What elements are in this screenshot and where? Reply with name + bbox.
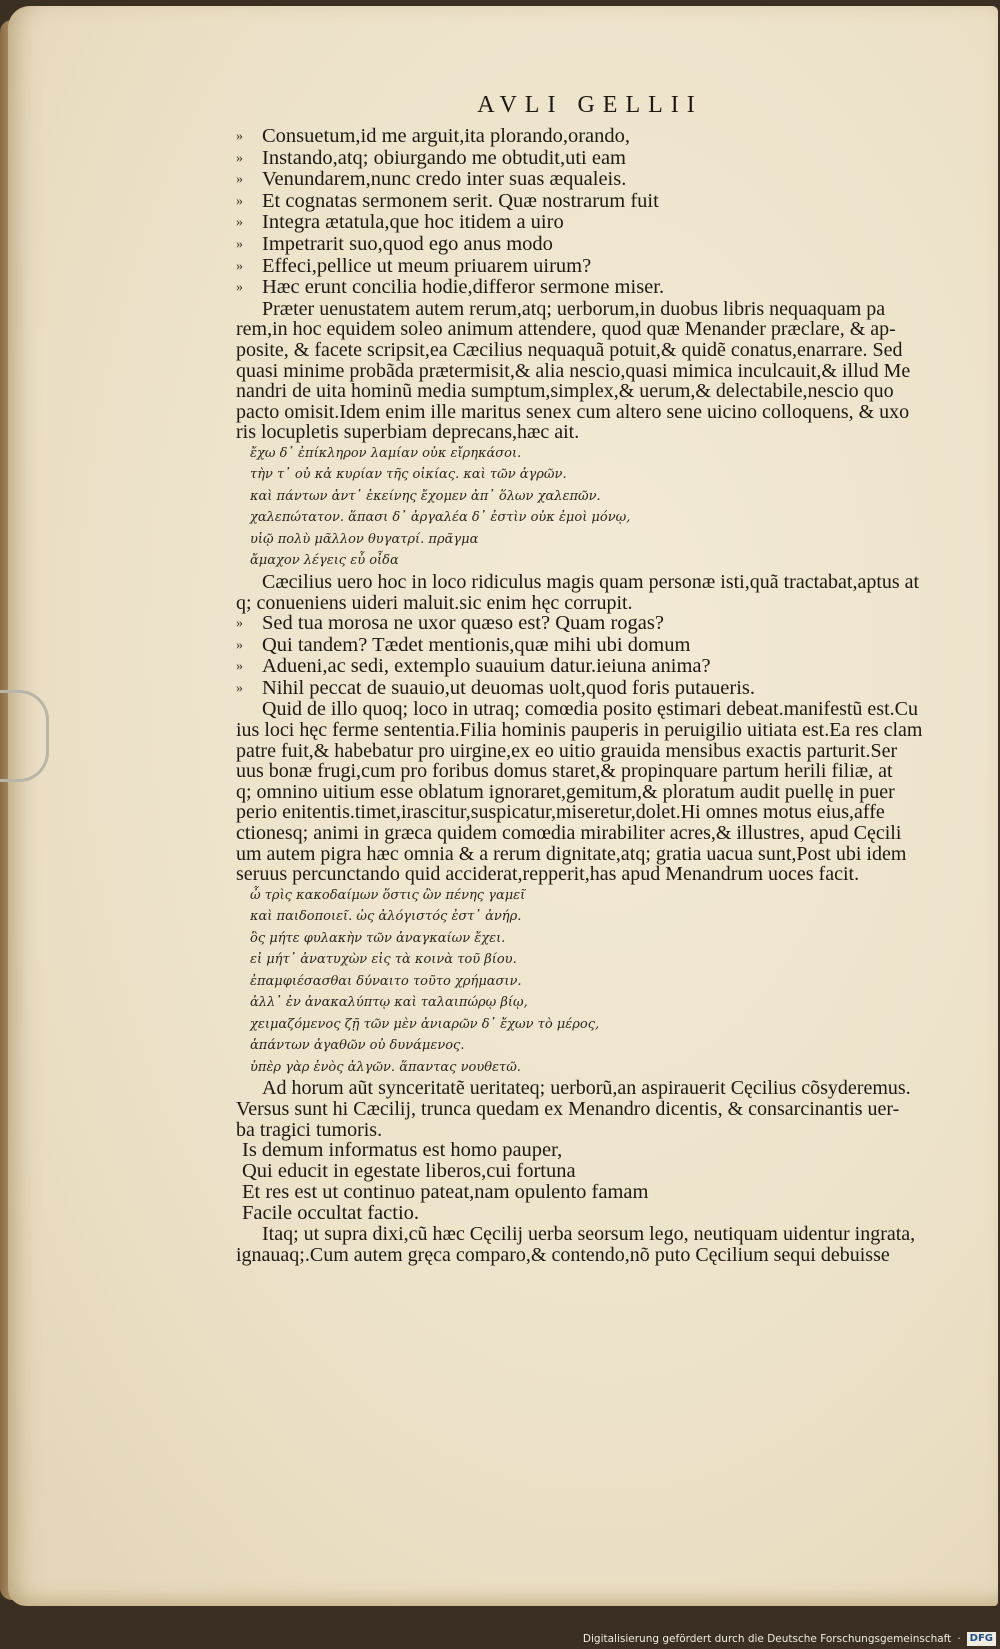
verse-line [236, 1140, 976, 1161]
verse-line [236, 678, 976, 700]
paragraph-3 [236, 699, 931, 884]
prose-line: q; conueniens uideri maluit.sic enim hęc corrupit. [236, 591, 633, 614]
dfg-logo: DFG [967, 1632, 996, 1646]
prose-line: perio enitentis.timet,irascitur,suspicatur,miseretur,dolet.Hi omnes motus eius,affe [236, 801, 885, 824]
prose-line: ris locupletis superbiam deprecans,hæc ait. [236, 421, 580, 444]
greek-block-1 [236, 443, 976, 572]
verse-line [236, 148, 976, 170]
greek-line: ὦ τρὶς κακοδαίμων ὅστις ὢν πένης γαμεῖ [250, 887, 526, 903]
greek-line: καὶ πάντων ἀντ᾽ ἐκείνης ἔχομεν ἀπ᾽ ὅλων χαλεπῶν. [250, 488, 601, 504]
verse-line-text: Qui educit in egestate liberos,cui fortuna [242, 1160, 576, 1183]
paragraph-5 [236, 1224, 931, 1265]
quote-mark: » [236, 616, 243, 632]
verse-line [236, 635, 976, 657]
quote-mark: » [236, 150, 243, 166]
verse-line [236, 191, 976, 213]
verse-line-text: Consuetum,id me arguit,ita plorando,orando, [262, 125, 630, 147]
greek-line: ὑπὲρ γὰρ ἑνὸς ἀλγῶν. ἅπαντας νουθετῶ. [250, 1059, 521, 1075]
verse-line [236, 126, 976, 148]
verse-line-text: Sed tua morosa ne uxor quæso est? Quam rogas? [262, 612, 664, 635]
page-text [236, 126, 976, 1265]
prose-line: patre fuit,& habebatur pro uirgine,ex eo uitio grauida mensibus exactis parturit.Ser [236, 739, 898, 762]
greek-line: εἰ μήτ᾽ ἀνατυχὼν εἰς τὰ κοινὰ τοῦ βίου. [250, 952, 517, 968]
prose-line: ba tragici tumoris. [236, 1118, 383, 1141]
verse-line [236, 212, 976, 234]
greek-line: καὶ παιδοποιεῖ. ὡς ἀλόγιστός ἐστ᾽ ἀνήρ. [250, 909, 522, 925]
verse-line-text: Adueni,ac sedi, extemplo suauium datur.ieiuna anima? [262, 655, 711, 678]
prose-line: nandri de uita hominũ media sumptum,simplex,& uerum,& delectabile,nescio quo [236, 380, 894, 403]
quote-mark: » [236, 193, 243, 209]
verse-line [236, 656, 976, 678]
verse-line-text: Venundarem,nunc credo inter suas æqualeis. [262, 168, 627, 191]
verse-line-text: Impetrarit suo,quod ego anus modo [262, 232, 553, 255]
greek-line: τὴν τ᾽ οὐ κἀ κυρίαν τῆς οἰκίας. καὶ τῶν ἀγρῶν. [250, 467, 567, 483]
verse-line [236, 169, 976, 191]
greek-line: ἔχω δ᾽ ἐπίκληρον λαμίαν οὐκ εἴρηκάσοι. [250, 445, 522, 461]
prose-line: Cæcilius uero hoc in loco ridiculus magis quam personæ isti,quã tractabat,aptus at [262, 570, 920, 593]
quote-mark: » [236, 129, 243, 144]
prose-line: posite, & facete scripsit,ea Cæcilius nequaquã potuit,& quidẽ conatus,enarrare. Sed [236, 338, 903, 361]
quote-mark: » [236, 172, 243, 188]
verse-line-text: Nihil peccat de suauio,ut deuomas uolt,quod foris putaueris. [262, 676, 756, 699]
prose-line: rem,in hoc equidem soleo animum attendere, quod quæ Menander præclare, & ap- [236, 318, 896, 341]
prose-line: um autem pigra hæc omnia & a rerum dignitate,atq; gratia uacua sunt,Post ubi idem [236, 842, 907, 865]
verse-line-text: Effeci,pellice ut meum priuarem uirum? [262, 254, 592, 277]
running-head: AVLI GELLII [477, 92, 703, 118]
verse-line-text: Facile occultat factio. [242, 1202, 420, 1225]
prose-line: uus bonæ frugi,cum pro foribus domus staret,& propinquare partum herili filiæ, at [236, 760, 893, 783]
verse-line-text: Integra ætatula,que hoc itidem a uiro [262, 211, 564, 234]
quote-mark: » [236, 280, 243, 296]
verse-block-1 [236, 126, 976, 299]
verse-line-text: Et res est ut continuo pateat,nam opulento famam [242, 1181, 649, 1204]
prose-line: ctionesq; animi in græca quidem comœdia mirabiliter acres,& illustres, apud Cęcili [236, 822, 902, 845]
prose-line: Versus sunt hi Cæcilij, trunca quedam ex Menandro dicentis, & consarcinantis uer- [236, 1097, 900, 1120]
prose-line: q; omnino uitium esse oblatum ignoraret,gemitum,& ploratum audit puellę in puer [236, 780, 895, 803]
verse-line [236, 234, 976, 256]
prose-line: Ad horum aũt synceritatẽ ueritateq; uerborũ,an aspirauerit Cęcilius cõsyderemus. [262, 1077, 911, 1100]
digitization-footer: Digitalisierung gefördert durch die Deutsche Forschungsgemeinschaft · DFG [583, 1631, 996, 1647]
verse-block-3 [236, 1140, 976, 1224]
verse-line-text: Is demum informatus est homo pauper, [242, 1139, 563, 1162]
verse-line [236, 277, 976, 299]
verse-line [236, 613, 976, 635]
greek-line: ἐπαμφιέσασθαι δύναιτο τοῦτο χρήμασιν. [250, 973, 522, 989]
verse-line-text: Qui tandem? Tædet mentionis,quæ mihi ubi domum [262, 633, 691, 656]
greek-line: χειμαζόμενος ζῇ τῶν μὲν ἀνιαρῶν δ᾽ ἔχων τὸ μέρος, [250, 1016, 600, 1032]
prose-line: ignauaq;.Cum autem gręca comparo,& contendo,nõ puto Cęcilium sequi debuisse [236, 1243, 890, 1266]
verse-line-text: Et cognatas sermonem serit. Quæ nostrarum fuit [262, 189, 659, 212]
greek-line: ἁπάντων ἀγαθῶν οὐ δυνάμενος. [250, 1038, 465, 1054]
quote-mark: » [236, 236, 243, 252]
quote-mark: » [236, 659, 243, 675]
prose-line: ius loci hęc ferme sententia.Filia hominis pauperis in peruigilio uitiata est.Ea res clam [236, 719, 923, 742]
quote-mark: » [236, 215, 243, 231]
paragraph-1 [236, 299, 931, 443]
prose-line: seruus percunctando quid acciderat,repperit,has apud Menandrum uoces facit. [236, 863, 860, 886]
quote-mark: » [236, 258, 243, 274]
paragraph-2 [236, 572, 931, 613]
verse-line [236, 1203, 976, 1224]
quote-mark: » [236, 637, 243, 653]
verse-line [236, 1161, 976, 1182]
greek-block-2 [236, 885, 976, 1079]
verse-line-text: Hæc erunt concilia hodie,differor sermone miser. [262, 276, 665, 299]
greek-line: ἀλλ᾽ ἐν ἀνακαλύπτῳ καὶ ταλαιπώρῳ βίῳ, [250, 995, 528, 1011]
quote-mark: » [236, 680, 243, 696]
footer-credit: Digitalisierung gefördert durch die Deutsche Forschungsgemeinschaft [582, 1633, 952, 1645]
verse-block-2 [236, 613, 976, 699]
verse-line-text: Instando,atq; obiurgando me obtudit,uti eam [262, 146, 627, 169]
greek-line: ἄμαχον λέγεις εὖ οἶδα [250, 553, 399, 569]
verse-line [236, 256, 976, 278]
prose-line: pacto omisit.Idem enim ille maritus senex cum altero sene uicino colloquens, & uxo [236, 400, 910, 423]
paragraph-4 [236, 1078, 931, 1140]
prose-line: Quid de illo quoq; loco in utraq; comœdia posito ęstimari debeat.manifestũ est.Cu [262, 698, 918, 721]
greek-line: χαλεπώτατον. ἅπασι δ᾽ ἀργαλέα δ᾽ ἐστὶν οὐκ ἐμοὶ μόνῳ, [250, 510, 631, 526]
prose-line: Præter uenustatem autem rerum,atq; uerborum,in duobus libris nequaquam pa [262, 297, 886, 320]
greek-line: υἱῷ πολὺ μᾶλλον θυγατρί. πρᾶγμα [250, 531, 479, 547]
page-clip [0, 690, 49, 782]
greek-line: ὃς μήτε φυλακὴν τῶν ἀναγκαίων ἔχει. [250, 930, 506, 946]
prose-line: quasi minime probãda prætermisit,& alia nescio,quasi mimica inculcauit,& illud Me [236, 359, 911, 382]
prose-line: Itaq; ut supra dixi,cũ hæc Cęcilij uerba seorsum lego, neutiquam uidentur ingrata, [262, 1223, 916, 1246]
verse-line [236, 1182, 976, 1203]
